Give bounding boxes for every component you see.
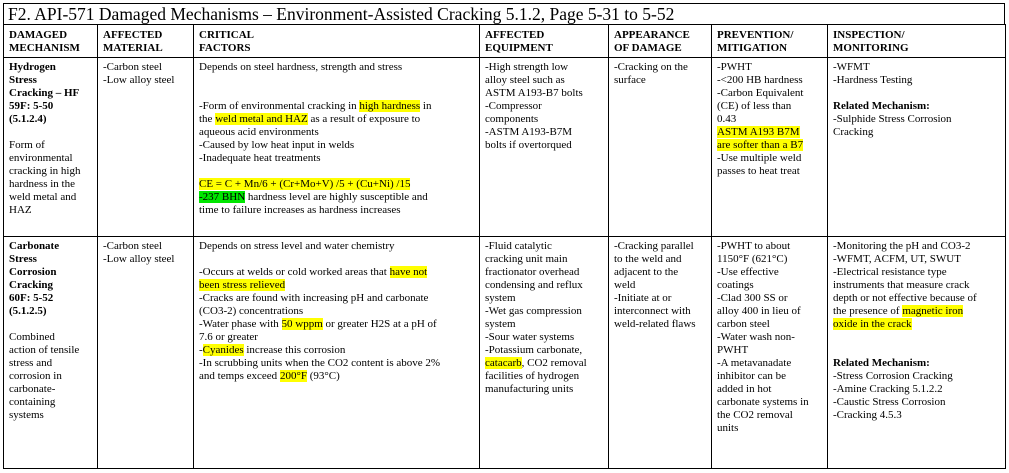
damage-mechanism-table	[3, 24, 1006, 469]
cell-inspection: -WFMT -Hardness Testing Related Mechanism: -Sulphide Stress Corrosion Cracking	[828, 58, 1006, 237]
header-critical-factors: CRITICAL FACTORS	[194, 25, 480, 58]
table-row-carbonate-stress-corrosion-cracking	[4, 237, 1006, 469]
document-page	[3, 3, 1005, 470]
cell-mechanism: Hydrogen Stress Cracking – HF 59F: 5-50 (5.1.2.4) Form of environmental cracking in high hardness in the weld metal and HAZ	[4, 58, 98, 237]
cell-inspection: -Monitoring the pH and CO3-2 -WFMT, ACFM, UT, SWUT -Electrical resistance type instruments that measure crack depth or not effective because of the presence of magnetic iron oxide in the crack Related Mechanism: -Stress Corrosion Cracking -Amine Cracking 5.1.2.2 -Caustic Stress Corrosion -Cracking 4.5.3	[828, 237, 1006, 469]
header-inspection-monitoring: INSPECTION/ MONITORING	[828, 25, 1006, 58]
header-appearance-of-damage: APPEARANCE OF DAMAGE	[609, 25, 712, 58]
header-affected-material: AFFECTED MATERIAL	[98, 25, 194, 58]
cell-equipment: -High strength low alloy steel such as ASTM A193-B7 bolts -Compressor components -ASTM A193-B7M bolts if overtorqued	[480, 58, 609, 237]
cell-appearance: -Cracking on the surface	[609, 58, 712, 237]
table-row-hydrogen-stress-cracking	[4, 58, 1006, 237]
page-title: F2. API-571 Damaged Mechanisms – Environment-Assisted Cracking 5.1.2, Page 5-31 to 5-52	[3, 3, 1005, 24]
cell-material: -Carbon steel -Low alloy steel	[98, 237, 194, 469]
cell-appearance: -Cracking parallel to the weld and adjacent to the weld -Initiate at or interconnect with weld-related flaws	[609, 237, 712, 469]
cell-equipment: -Fluid catalytic cracking unit main fractionator overhead condensing and reflux system -Wet gas compression system -Sour water systems -Potassium carbonate, catacarb, CO2 removal facilities of hydrogen manufacturing units	[480, 237, 609, 469]
cell-critical-factors: Depends on stress level and water chemistry -Occurs at welds or cold worked areas that have not been stress relieved -Cracks are found with increasing pH and carbonate (CO3-2) concentrations -Water phase with 50 wppm or greater H2S at a pH of 7.6 or greater -Cyanides increase this corrosion -In scrubbing units when the CO2 content is above 2% and temps exceed 200°F (93°C)	[194, 237, 480, 469]
header-damaged-mechanism: DAMAGED MECHANISM	[4, 25, 98, 58]
cell-critical-factors: Depends on steel hardness, strength and stress -Form of environmental cracking in high hardness in the weld metal and HAZ as a result of exposure to aqueous acid environments -Caused by low heat input in welds -Inadequate heat treatments CE = C + Mn/6 + (Cr+Mo+V) /5 + (Cu+Ni) /15 -237 BHN hardness level are highly susceptible and time to failure increases as hardness increases	[194, 58, 480, 237]
header-prevention-mitigation: PREVENTION/ MITIGATION	[712, 25, 828, 58]
cell-mechanism: Carbonate Stress Corrosion Cracking 60F: 5-52 (5.1.2.5) Combined action of tensile stress and corrosion in carbonate- containing systems	[4, 237, 98, 469]
header-affected-equipment: AFFECTED EQUIPMENT	[480, 25, 609, 58]
cell-prevention: -PWHT to about 1150°F (621°C) -Use effective coatings -Clad 300 SS or alloy 400 in lieu of carbon steel -Water wash non- PWHT -A metavanadate inhibitor can be added in hot carbonate systems in the CO2 removal units	[712, 237, 828, 469]
cell-material: -Carbon steel -Low alloy steel	[98, 58, 194, 237]
bhn-highlight: -237 BHN	[199, 191, 246, 203]
ce-formula: CE = C + Mn/6 + (Cr+Mo+V) /5 + (Cu+Ni) /15	[199, 178, 411, 190]
header-row	[4, 25, 1006, 58]
cell-prevention: -PWHT -<200 HB hardness -Carbon Equivalent (CE) of less than 0.43 ASTM A193 B7M are softer than a B7 -Use multiple weld passes to heat treat	[712, 58, 828, 237]
